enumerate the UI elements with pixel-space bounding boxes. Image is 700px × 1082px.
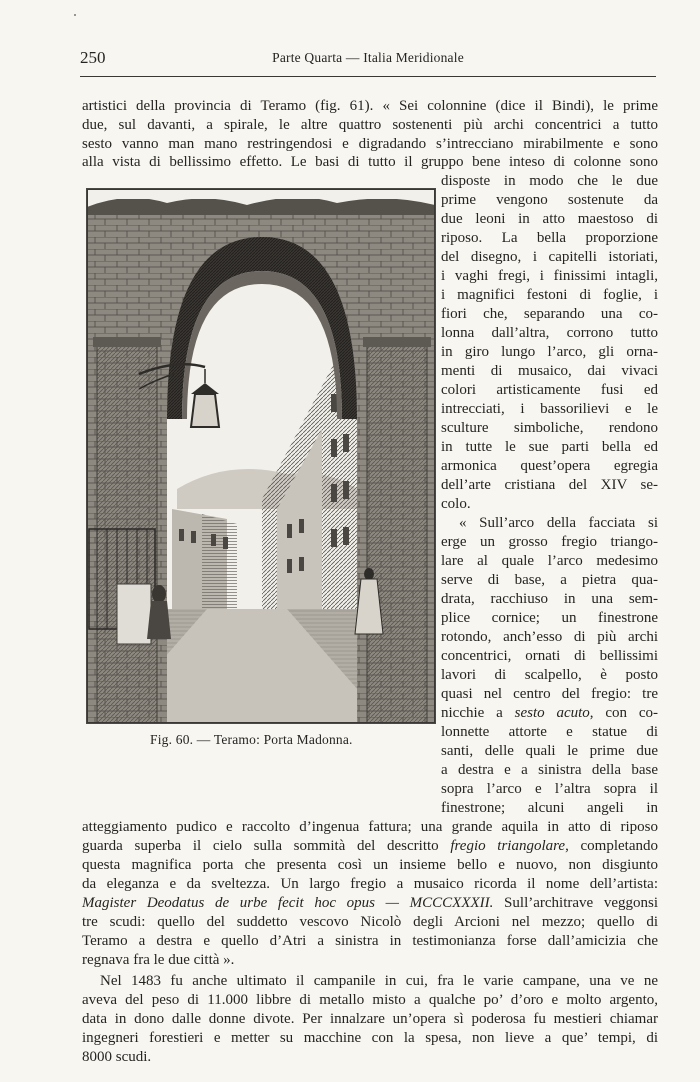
body-line: 8000 scudi. bbox=[82, 1049, 152, 1065]
column-line: drata, racchiuso in una sem- bbox=[441, 591, 658, 607]
body-line: Teramo a destra e quello d’Atri a sinistra in testimonianza forse dall’amicizia che bbox=[82, 933, 658, 949]
column-line: sculture simboliche, rendono bbox=[441, 420, 658, 436]
body-line-with-italic: guarda superba il cielo sulla sommità del descritto fregio triangolare, completando bbox=[82, 838, 658, 854]
body-line: da eleganza e da sveltezza. Un largo fregio a musaico ricorda il nome dell’artista: bbox=[82, 876, 658, 892]
body-line: questa magnifica porta che presenta così un insieme bello e nuovo, non disgiunto bbox=[82, 857, 658, 873]
body-line: regnava fra le due città ». bbox=[82, 952, 235, 968]
column-line: a destra e a sinistra della base bbox=[441, 762, 658, 778]
column-line: del disegno, i capitelli istoriati, bbox=[441, 249, 658, 265]
column-line-with-italic: nicchie a sesto acuto, con co- bbox=[441, 705, 658, 721]
body-line: aveva del peso di 11.000 libbre di metallo misto a qualche po’ d’oro e molto argento, bbox=[82, 992, 658, 1008]
column-line: serve di base, a pietra qua- bbox=[441, 572, 658, 588]
column-line: in giro lungo l’arco, gli orna- bbox=[441, 344, 658, 360]
column-line: riposo. La bella proporzione bbox=[441, 230, 658, 246]
body-line: ingegneri forestieri e metter su macchine con la spesa, non lieve a que’ tempi, di bbox=[82, 1030, 658, 1046]
column-line: intrecciati, i bassorilievi e le bbox=[441, 401, 658, 417]
column-line: due leoni in atto maestoso di bbox=[441, 211, 658, 227]
figure-caption: Fig. 60. — Teramo: Porta Madonna. bbox=[150, 732, 353, 747]
italic-term: sesto acuto bbox=[514, 705, 590, 721]
column-line: finestrone; alcuni angeli in bbox=[441, 800, 658, 816]
page-header bbox=[80, 48, 656, 70]
body-line: due, sul davanti, a spirale, le altre quattro sostenenti più archi concentrici a tutto bbox=[82, 117, 658, 133]
column-line: sopra l’arco e l’altra sopra il bbox=[441, 781, 658, 797]
figure-porta-madonna bbox=[86, 188, 436, 724]
body-line: alla vista di bellissimo effetto. Le basi di tutto il gruppo bene inteso di colonne sono bbox=[82, 154, 658, 170]
column-line: colori artisticamente fusi ed bbox=[441, 382, 658, 398]
body-line: artistici della provincia di Teramo (fig. 61). « Sei colonnine (dice il Bindi), le prime bbox=[82, 98, 658, 114]
column-line: santi, delle quali le prime due bbox=[441, 743, 658, 759]
column-line: lonna dall’altra, corrono tutto bbox=[441, 325, 658, 341]
column-line: i vaghi fregi, i finissimi intagli, bbox=[441, 268, 658, 284]
column-line: prime vengono sostenute da bbox=[441, 192, 658, 208]
body-line: tre scudi: quello del suddetto vescovo Nicolò degli Arcioni nel mezzo; quello di bbox=[82, 914, 658, 930]
italic-inscription: Magister Deodatus de urbe fecit hoc opus — MCCCXXXII. bbox=[82, 895, 494, 911]
body-line: atteggiamento pudico e raccolto d’ingenua fattura; una grande aquila in atto di riposo bbox=[82, 819, 658, 835]
column-line: i magnifici festoni di foglie, i bbox=[441, 287, 658, 303]
column-line: fiori che, separando una co- bbox=[441, 306, 658, 322]
column-line: quasi nel centro del fregio: tre bbox=[441, 686, 658, 702]
column-line: concentrici, ornati di bellissimi bbox=[441, 648, 658, 664]
column-line: disposte in modo che le due bbox=[441, 173, 658, 189]
page-number: 250 bbox=[80, 48, 106, 67]
column-line: lare al quale l’arco medesimo bbox=[441, 553, 658, 569]
column-line: colo. bbox=[441, 496, 471, 512]
running-title: Parte Quarta — Italia Meridionale bbox=[272, 50, 464, 65]
body-line: Nel 1483 fu anche ultimato il campanile in cui, fra le varie campane, una ve ne bbox=[100, 973, 658, 989]
column-line: in tutte le sue parti bella ed bbox=[441, 439, 658, 455]
header-rule bbox=[80, 76, 656, 77]
column-line: menti di musaico, dai vivaci bbox=[441, 363, 658, 379]
engraving-illustration bbox=[87, 189, 435, 723]
body-line-with-italic: Magister Deodatus de urbe fecit hoc opus — MCCCXXXII. Sull’architrave veggonsi bbox=[82, 895, 658, 911]
body-line: sesto vanno man mano restringendosi e digradando s’intrecciano mirabilmente e sono bbox=[82, 136, 658, 152]
column-line: lonnette attorte e statue di bbox=[441, 724, 658, 740]
column-line: rotondo, anch’esso di più archi bbox=[441, 629, 658, 645]
column-line: « Sull’arco della facciata si bbox=[459, 515, 658, 531]
column-line: erge un grosso fregio triango- bbox=[441, 534, 658, 550]
column-line: armonica quest’opera egregia bbox=[441, 458, 658, 474]
italic-term: fregio triangolare bbox=[450, 838, 566, 854]
body-line: data in dono dalle donne divote. Per innalzare un’opera sì poderosa fu mestieri chiamar bbox=[82, 1011, 658, 1027]
column-line: dell’arte cristiana del XIV se- bbox=[441, 477, 658, 493]
column-line: lavori di scalpello, è posto bbox=[441, 667, 658, 683]
column-line: plice cornice; un finestrone bbox=[441, 610, 658, 626]
